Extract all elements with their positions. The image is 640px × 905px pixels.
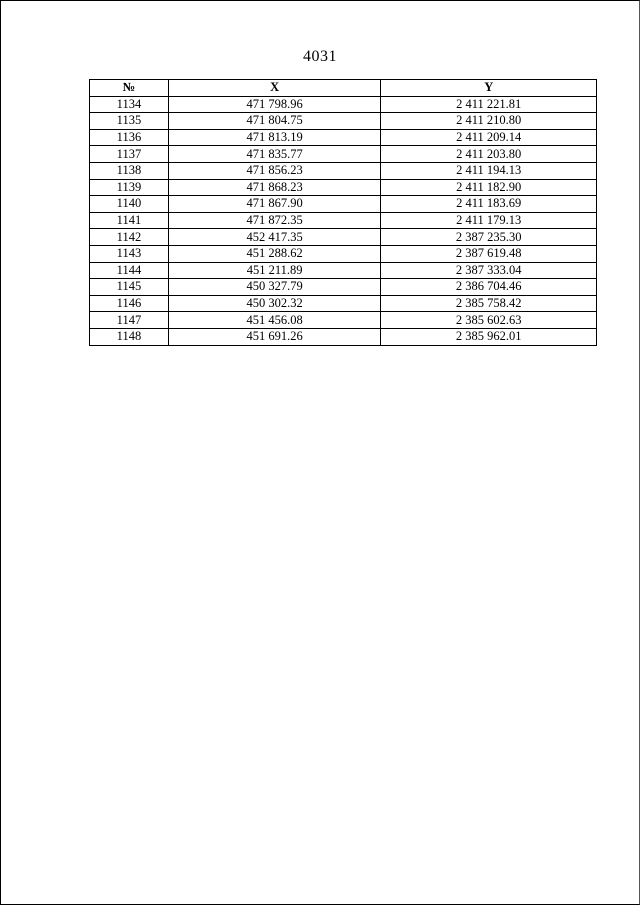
table-row bbox=[90, 96, 597, 113]
cell-x: 451 211.89 bbox=[168, 262, 381, 279]
coordinates-table bbox=[89, 79, 597, 346]
header-number: № bbox=[90, 80, 169, 97]
cell-y: 2 387 333.04 bbox=[381, 262, 597, 279]
cell-y: 2 386 704.46 bbox=[381, 279, 597, 296]
table-row bbox=[90, 312, 597, 329]
cell-x: 471 804.75 bbox=[168, 113, 381, 130]
cell-y: 2 411 179.13 bbox=[381, 212, 597, 229]
table-row bbox=[90, 113, 597, 130]
cell-x: 471 872.35 bbox=[168, 212, 381, 229]
cell-x: 471 813.19 bbox=[168, 129, 381, 146]
cell-x: 450 327.79 bbox=[168, 279, 381, 296]
cell-number: 1139 bbox=[90, 179, 169, 196]
cell-number: 1144 bbox=[90, 262, 169, 279]
table-header-row bbox=[90, 80, 597, 97]
cell-y: 2 387 619.48 bbox=[381, 245, 597, 262]
cell-number: 1137 bbox=[90, 146, 169, 163]
cell-y: 2 385 758.42 bbox=[381, 295, 597, 312]
cell-x: 451 691.26 bbox=[168, 328, 381, 345]
table-row bbox=[90, 129, 597, 146]
cell-x: 451 288.62 bbox=[168, 245, 381, 262]
header-y: Y bbox=[381, 80, 597, 97]
cell-x: 452 417.35 bbox=[168, 229, 381, 246]
cell-y: 2 385 962.01 bbox=[381, 328, 597, 345]
cell-number: 1140 bbox=[90, 196, 169, 213]
cell-number: 1142 bbox=[90, 229, 169, 246]
table-row bbox=[90, 179, 597, 196]
cell-y: 2 387 235.30 bbox=[381, 229, 597, 246]
cell-x: 471 798.96 bbox=[168, 96, 381, 113]
cell-y: 2 411 194.13 bbox=[381, 162, 597, 179]
cell-y: 2 411 221.81 bbox=[381, 96, 597, 113]
cell-x: 471 867.90 bbox=[168, 196, 381, 213]
table-row bbox=[90, 229, 597, 246]
header-x: X bbox=[168, 80, 381, 97]
table-row bbox=[90, 196, 597, 213]
cell-number: 1145 bbox=[90, 279, 169, 296]
cell-x: 471 835.77 bbox=[168, 146, 381, 163]
cell-y: 2 411 210.80 bbox=[381, 113, 597, 130]
table-row bbox=[90, 162, 597, 179]
cell-y: 2 411 183.69 bbox=[381, 196, 597, 213]
table-row bbox=[90, 245, 597, 262]
cell-x: 471 868.23 bbox=[168, 179, 381, 196]
cell-number: 1148 bbox=[90, 328, 169, 345]
cell-number: 1135 bbox=[90, 113, 169, 130]
table-row bbox=[90, 295, 597, 312]
cell-number: 1136 bbox=[90, 129, 169, 146]
cell-y: 2 411 209.14 bbox=[381, 129, 597, 146]
table-row bbox=[90, 146, 597, 163]
cell-y: 2 385 602.63 bbox=[381, 312, 597, 329]
cell-number: 1147 bbox=[90, 312, 169, 329]
table-row bbox=[90, 279, 597, 296]
table-row bbox=[90, 262, 597, 279]
cell-number: 1146 bbox=[90, 295, 169, 312]
cell-number: 1138 bbox=[90, 162, 169, 179]
cell-number: 1141 bbox=[90, 212, 169, 229]
table-row bbox=[90, 212, 597, 229]
table-row bbox=[90, 328, 597, 345]
cell-number: 1143 bbox=[90, 245, 169, 262]
cell-y: 2 411 182.90 bbox=[381, 179, 597, 196]
cell-y: 2 411 203.80 bbox=[381, 146, 597, 163]
cell-x: 471 856.23 bbox=[168, 162, 381, 179]
cell-x: 451 456.08 bbox=[168, 312, 381, 329]
cell-x: 450 302.32 bbox=[168, 295, 381, 312]
page-number: 4031 bbox=[303, 48, 337, 65]
cell-number: 1134 bbox=[90, 96, 169, 113]
